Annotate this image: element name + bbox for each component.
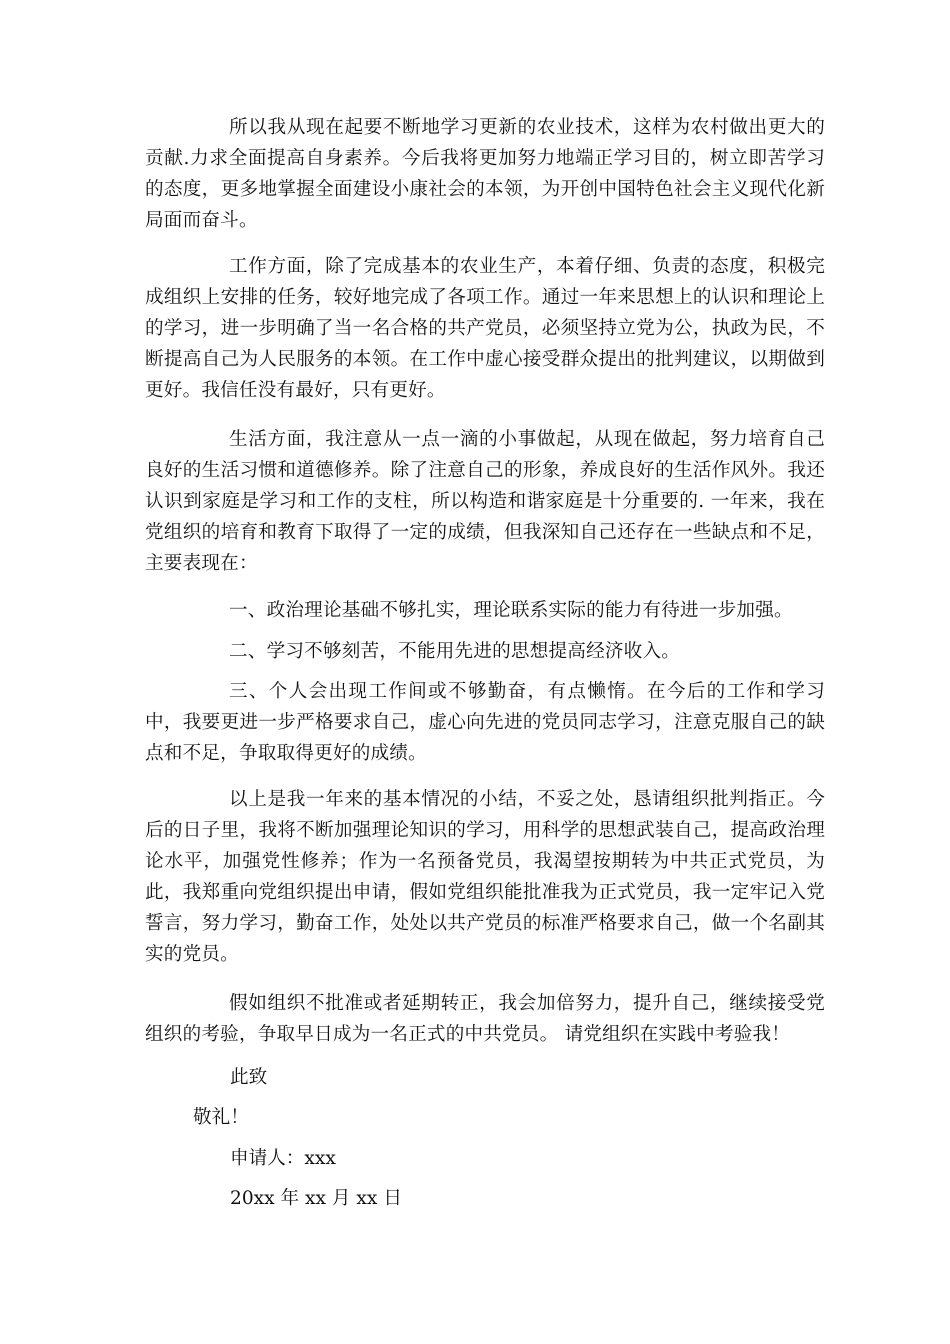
closing-salutation: 此致 bbox=[230, 1067, 268, 1088]
paragraph-conclusion: 假如组织不批准或者延期转正，我会加倍努力，提升自己，继续接受党组织的考验，争取早日成为一名正式的中共党员。 请党组织在实践中考验我！ bbox=[145, 993, 825, 1045]
shortcoming-item-1: 一、政治理论基础不够扎实，理论联系实际的能力有待进一步加强。 bbox=[229, 600, 793, 621]
application-date: 20xx 年 xx 月 xx 日 bbox=[230, 1188, 402, 1209]
paragraph-life: 生活方面，我注意从一点一滴的小事做起，从现在做起，努力培育自己良好的生活习惯和道德修养。除了注意自己的形象，养成良好的生活作风外。我还认识到家庭是学习和工作的支柱，所以构造和谐家庭是十分重要的. 一年来，我在党组织的培育和教育下取得了一定的成绩，但我深知自己还存在一些缺点和不足，主要表现在： bbox=[145, 429, 825, 574]
closing-respect: 敬礼！ bbox=[193, 1107, 249, 1128]
shortcoming-item-2: 二、学习不够刻苦，不能用先进的思想提高经济收入。 bbox=[229, 641, 681, 662]
paragraph-summary: 以上是我一年来的基本情况的小结，不妥之处，恳请组织批判指正。今后的日子里，我将不断加强理论知识的学习，用科学的思想武装自己，提高政治理论水平，加强党性修养；作为一名预备党员，我渴望按期转为中共正式党员，为此，我郑重向党组织提出申请，假如党组织能批准我为正式党员，我一定牢记入党誓言，努力学习，勤奋工作，处处以共产党员的标准严格要求自己，做一个名副其实的党员。 bbox=[145, 789, 825, 965]
shortcoming-item-3: 三、个人会出现工作间或不够勤奋，有点懒惰。在今后的工作和学习中，我要更进一步严格要求自己，虚心向先进的党员同志学习，注意克服自己的缺点和不足，争取取得更好的成绩。 bbox=[145, 681, 825, 764]
paragraph-work: 工作方面，除了完成基本的农业生产，本着仔细、负责的态度，积极完成组织上安排的任务，较好地完成了各项工作。通过一年来思想上的认识和理论上的学习，进一步明确了当一名合格的共产党员，必须坚持立党为公，执政为民，不断提高自己为人民服务的本领。在工作中虚心接受群众提出的批判建议，以期做到更好。我信任没有最好，只有更好。 bbox=[145, 256, 825, 401]
paragraph-study: 所以我从现在起要不断地学习更新的农业技术，这样为农村做出更大的贡献.力求全面提高自身素养。今后我将更加努力地端正学习目的，树立即苦学习的态度，更多地掌握全面建设小康社会的本领，为开创中国特色社会主义现代化新局面而奋斗。 bbox=[145, 117, 825, 231]
applicant-signature: 申请人：xxx bbox=[230, 1148, 336, 1169]
